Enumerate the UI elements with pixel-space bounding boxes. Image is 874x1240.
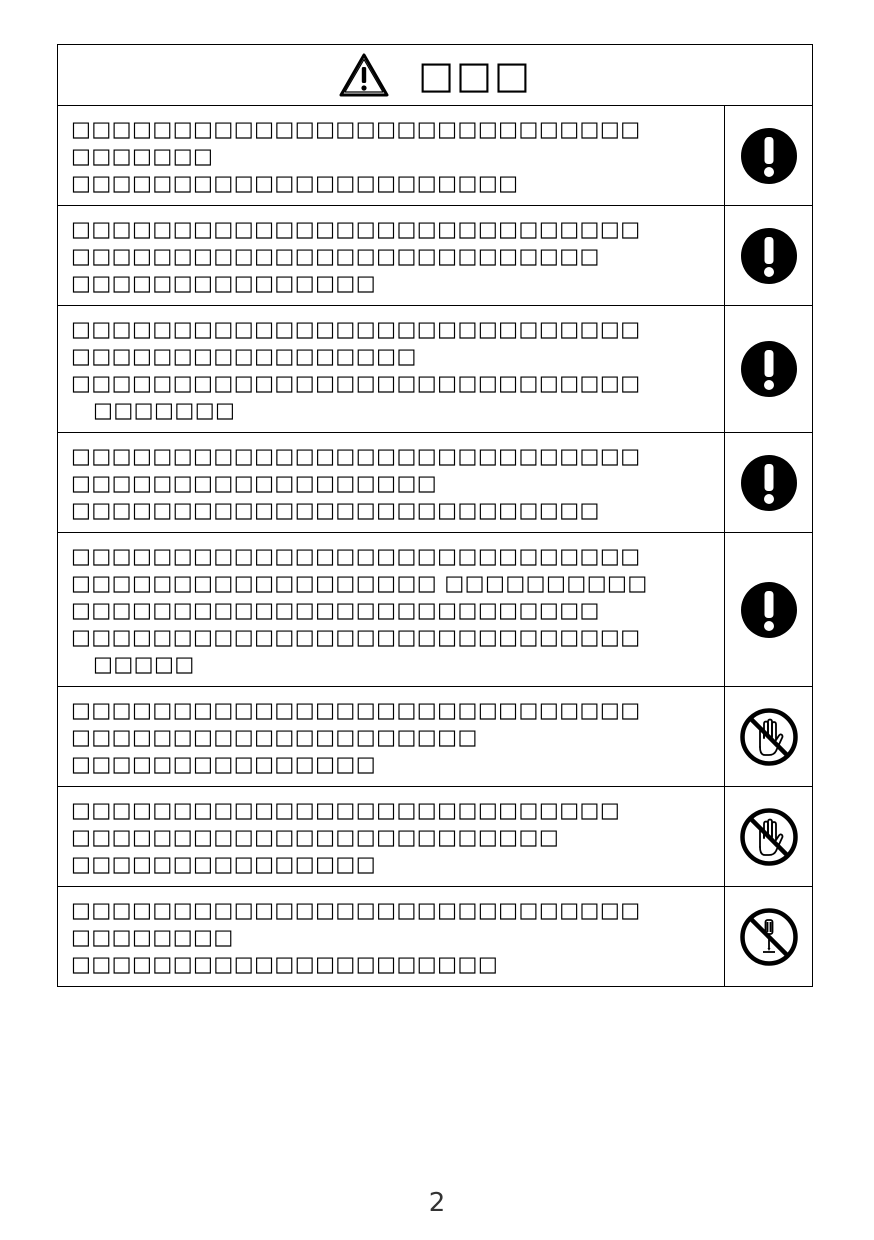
page-number: 2 (428, 1188, 446, 1218)
do-not-disassemble-icon (725, 887, 812, 986)
mandatory-action-icon (725, 533, 812, 686)
warning-text-line: □□□□□□□□□□□□□□□□□□□□□□□□□□□□ (71, 698, 641, 722)
warning-text-line: □□□□□□□□□□□□□□□□□□□□□□□□□□ (71, 598, 600, 622)
warning-header (58, 45, 812, 106)
warning-title: □□□ (418, 53, 532, 97)
warning-text-line: □□□□□□□□□□□□□□□□□□□□□□□□□□□ (71, 798, 621, 822)
warning-text (58, 306, 725, 432)
warning-text-line: □□□□□□□□□□□□□□□□□□□□□□□□□□□□ (71, 444, 641, 468)
warning-text (58, 887, 725, 986)
warning-row (58, 687, 812, 787)
warning-row (58, 106, 812, 206)
do-not-touch-icon (725, 687, 812, 786)
warning-text-line: □□□□□□□□□□□□□□□□□ (71, 344, 417, 368)
warning-text-line: □□□□□□□□□□□□□□□□□□□□□□□□ (71, 825, 560, 849)
warning-row (58, 533, 812, 687)
do-not-touch-icon (725, 787, 812, 886)
warning-text-line: □□□□□□□□□□□□□□□□□□ (71, 471, 438, 495)
warning-text (58, 533, 725, 686)
warning-text-line: □□□□□□□□□□□□□□□□□□□□□□□□□□□□ (71, 898, 641, 922)
warning-row (58, 433, 812, 533)
warning-text-line: □□□□□□□ (71, 144, 214, 168)
mandatory-action-icon (725, 433, 812, 532)
warning-text-line: □□□□□□□□□□□□□□□ (71, 752, 377, 776)
warning-table (57, 44, 813, 987)
warning-text-line: □□□□□□□□□□□□□□□□□□□□□□ (71, 171, 519, 195)
warning-text-line: □□□□□□□□□□□□□□□□□□□□□□□□□□□□ (71, 217, 641, 241)
warning-text-line: □□□□□□□□□□□□□□□□□□□□□□□□□□ (71, 244, 600, 268)
warning-row (58, 887, 812, 986)
warning-text-line: □□□□□□□□□□□□□□□□□□□□□□□□□□□□ (71, 117, 641, 141)
warning-text-line: □□□□□□□□ (71, 925, 234, 949)
mandatory-action-icon (725, 206, 812, 305)
warning-row (58, 306, 812, 433)
warning-text-line: □□□□□□□□□□□□□□□□□□□□□□□□□□□□ (71, 625, 641, 649)
warning-text-line: □□□□□□□□□□□□□□□□□□□□□ (71, 952, 499, 976)
warning-text-line: □□□□□□□□□□□□□□□□□□□□□□□□□□□□ (71, 544, 641, 568)
warning-text (58, 787, 725, 886)
mandatory-action-icon (725, 306, 812, 432)
warning-text-line: □□□□□□□□□□□□□□□ (71, 271, 377, 295)
warning-text-line: □□□□□□□□□□□□□□□□□□□□ (71, 725, 478, 749)
warning-text (58, 106, 725, 205)
warning-text (58, 433, 725, 532)
warning-text-line: □□□□□□□□□□□□□□□□□□□□□□□□□□ (71, 498, 600, 522)
warning-text-line: □□□□□□□□□□□□□□□□□□□□□□□□□□□□ (71, 371, 641, 395)
warning-text (58, 206, 725, 305)
warning-text-line: □□□□□□□ (93, 398, 236, 422)
warning-text-line: □□□□□ (93, 652, 195, 676)
warning-text (58, 687, 725, 786)
warning-row (58, 787, 812, 887)
warning-triangle-icon (338, 52, 390, 98)
mandatory-action-icon (725, 106, 812, 205)
warning-rows (58, 106, 812, 986)
warning-text-line: □□□□□□□□□□□□□□□□□□□□□□□□□□□□ (71, 317, 641, 341)
warning-row (58, 206, 812, 306)
warning-text-line: □□□□□□□□□□□□□□□□□□ □□□□□□□□□□ (71, 571, 648, 595)
warning-text-line: □□□□□□□□□□□□□□□ (71, 852, 377, 876)
